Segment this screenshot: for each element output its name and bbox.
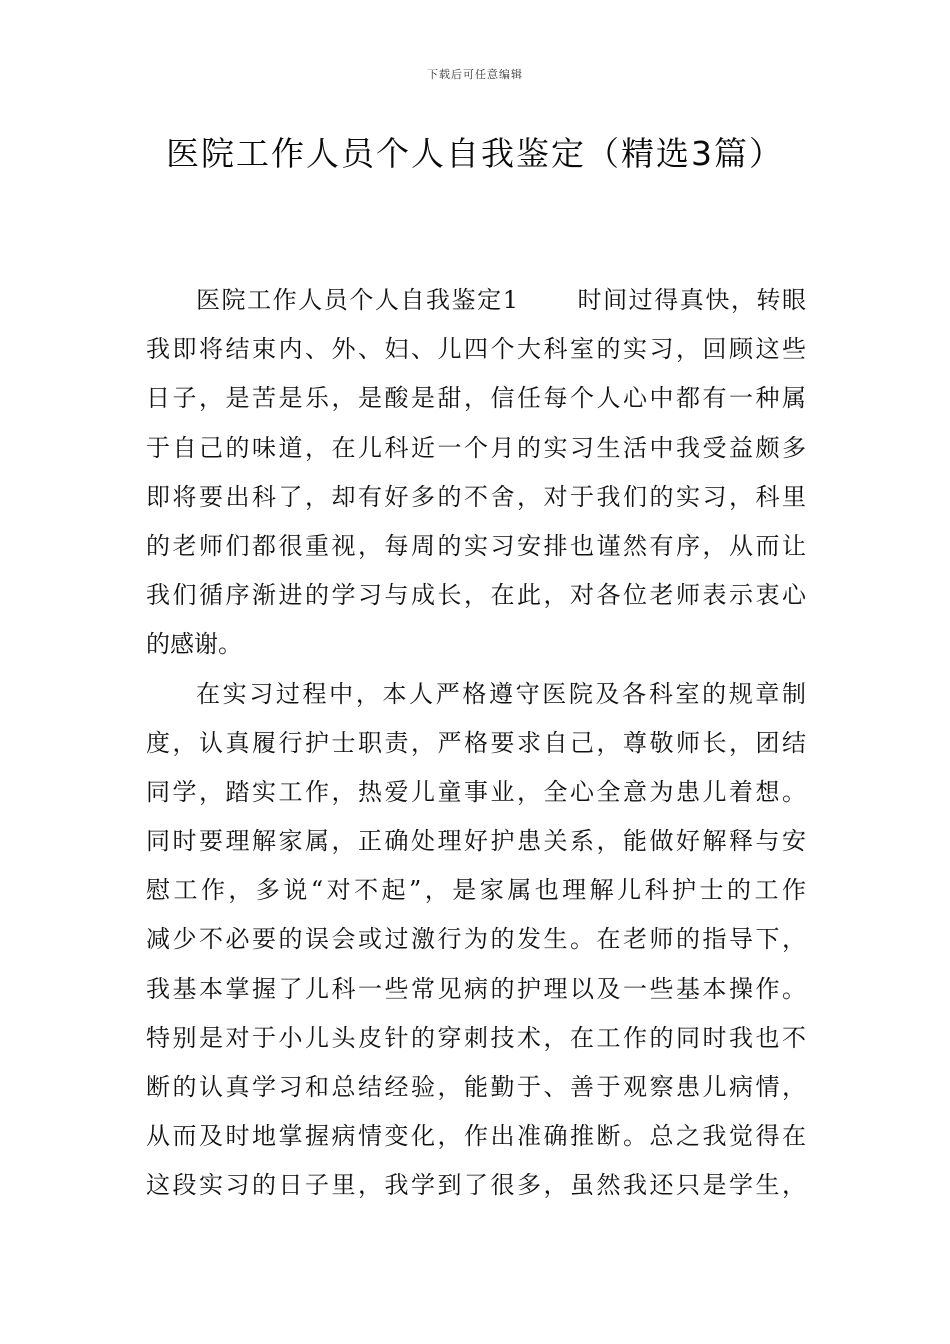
paragraph-2-line-3: 同学，踏实工作，热爱儿童事业，全心全意为患儿着想。 (146, 777, 806, 806)
paragraph-1-line-8: 的感谢。 (146, 630, 242, 659)
paragraph-1-line-1 (146, 276, 806, 325)
paragraph-1-line-7: 我们循序渐进的学习与成长，在此，对各位老师表示衷心 (146, 581, 806, 610)
paragraph-2-line-8: 特别是对于小儿头皮针的穿刺技术，在工作的同时我也不 (146, 1023, 806, 1052)
paragraph-2-line-10: 从而及时地掌握病情变化，作出准确推断。总之我觉得在 (146, 1122, 806, 1151)
paragraph-2-line-7: 我基本掌握了儿科一些常见病的护理以及一些基本操作。 (146, 974, 806, 1003)
paragraph-1-line-2: 我即将结束内、外、妇、儿四个大科室的实习，回顾这些 (146, 335, 806, 364)
paragraph-1-line-3: 日子，是苦是乐，是酸是甜，信任每个人心中都有一种属 (146, 384, 806, 413)
paragraph-1-line-4: 于自己的味道，在儿科近一个月的实习生活中我受益颇多 (146, 433, 806, 462)
document-title: 医院工作人员个人自我鉴定（精选3篇） (166, 134, 784, 173)
document-body (146, 276, 806, 1211)
paragraph-2-line-6: 减少不必要的误会或过激行为的发生。在老师的指导下， (146, 925, 806, 954)
section-heading: 医院工作人员个人自我鉴定1 (196, 286, 518, 314)
paragraph-2-line-5: 慰工作，多说“对不起”，是家属也理解儿科护士的工作 (146, 876, 806, 905)
paragraph-1-line-5: 即将要出科了，却有好多的不舍，对于我们的实习，科里 (146, 482, 806, 511)
paragraph-1-opening: 时间过得真快，转眼 (575, 286, 806, 314)
header-note: 下载后可任意编辑 (427, 68, 523, 81)
paragraph-2-line-1: 在实习过程中，本人严格遵守医院及各科室的规章制 (196, 679, 806, 708)
paragraph-2-line-9: 断的认真学习和总结经验，能勤于、善于观察患儿病情， (146, 1073, 806, 1101)
paragraph-2-line-11: 这段实习的日子里，我学到了很多，虽然我还只是学生， (146, 1171, 806, 1200)
paragraph-1-line-6: 的老师们都很重视，每周的实习安排也谨然有序，从而让 (146, 531, 806, 560)
paragraph-2-line-4: 同时要理解家属，正确处理好护患关系，能做好解释与安 (146, 827, 806, 856)
paragraph-2-line-2: 度，认真履行护士职责，严格要求自己，尊敬师长，团结 (146, 728, 806, 757)
